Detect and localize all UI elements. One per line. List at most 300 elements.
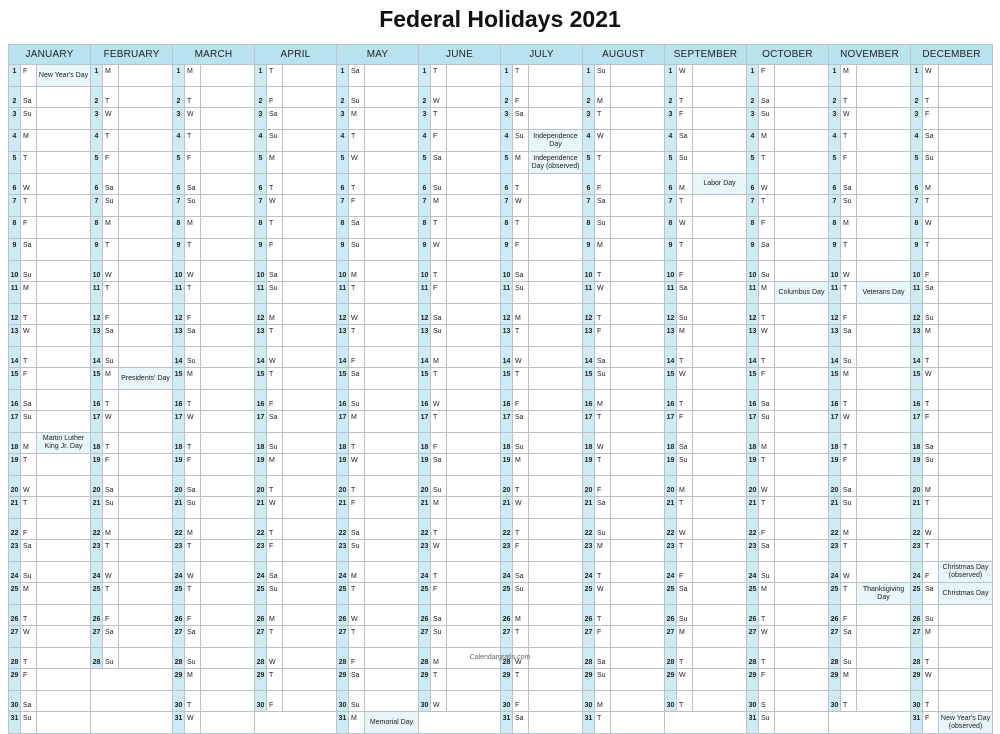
january-weekday: W <box>21 325 37 347</box>
february-note-cell <box>119 325 173 347</box>
may-day-number: 31 <box>337 712 349 734</box>
february-day-number: 24 <box>91 562 103 583</box>
may-note-cell <box>365 562 419 583</box>
december-weekday: T <box>923 195 939 217</box>
june-note-cell <box>447 174 501 195</box>
november-weekday: F <box>841 454 857 476</box>
august-note-cell <box>611 712 665 734</box>
december-weekday: W <box>923 368 939 390</box>
april-note-cell <box>283 347 337 368</box>
january-note-cell <box>37 174 91 195</box>
january-weekday: T <box>21 648 37 669</box>
february-note-cell <box>119 239 173 261</box>
june-note-cell <box>447 605 501 626</box>
july-note-cell <box>529 108 583 130</box>
june-note-cell <box>447 65 501 87</box>
july-note-cell <box>529 540 583 562</box>
november-note-cell <box>857 411 911 433</box>
april-weekday: T <box>267 325 283 347</box>
july-weekday: Sa <box>513 712 529 734</box>
march-note-cell <box>201 497 255 519</box>
calendar-row-day-16 <box>9 390 993 411</box>
june-day-number: 10 <box>419 261 431 282</box>
december-day-number: 1 <box>911 65 923 87</box>
february-weekday: W <box>103 562 119 583</box>
february-note-cell <box>119 152 173 174</box>
february-note-cell <box>119 390 173 411</box>
calendar-row-day-2 <box>9 87 993 108</box>
october-note-cell <box>775 390 829 411</box>
may-day-number: 4 <box>337 130 349 152</box>
december-weekday: F <box>923 411 939 433</box>
december-note-cell <box>939 195 993 217</box>
december-note-cell <box>939 304 993 325</box>
october-note-cell <box>775 583 829 605</box>
october-day-number: 30 <box>747 691 759 712</box>
january-weekday: M <box>21 433 37 454</box>
july-note-cell <box>529 174 583 195</box>
september-day-number: 22 <box>665 519 677 540</box>
june-weekday: W <box>431 390 447 411</box>
march-note-cell <box>201 65 255 87</box>
march-weekday: T <box>185 433 201 454</box>
august-note-cell <box>611 390 665 411</box>
march-weekday: Sa <box>185 174 201 195</box>
july-note-cell <box>529 217 583 239</box>
october-weekday: T <box>759 454 775 476</box>
april-day-number: 13 <box>255 325 267 347</box>
march-day-number: 1 <box>173 65 185 87</box>
calendar-row-day-19 <box>9 454 993 476</box>
august-day-number: 27 <box>583 626 595 648</box>
march-note-cell <box>201 626 255 648</box>
march-day-number: 15 <box>173 368 185 390</box>
july-note-cell <box>529 583 583 605</box>
calendar-row-day-25 <box>9 583 993 605</box>
august-weekday: Sa <box>595 497 611 519</box>
october-day-number: 13 <box>747 325 759 347</box>
december-day-number: 5 <box>911 152 923 174</box>
september-day-number: 12 <box>665 304 677 325</box>
august-day-number: 3 <box>583 108 595 130</box>
august-note-cell <box>611 626 665 648</box>
february-weekday: T <box>103 282 119 304</box>
august-weekday: W <box>595 583 611 605</box>
april-weekday: W <box>267 347 283 368</box>
october-day-number: 3 <box>747 108 759 130</box>
june-note-cell <box>447 519 501 540</box>
august-day-number: 12 <box>583 304 595 325</box>
january-weekday: F <box>21 217 37 239</box>
december-note-cell <box>939 261 993 282</box>
august-day-number: 15 <box>583 368 595 390</box>
december-weekday: F <box>923 562 939 583</box>
february-weekday: Sa <box>103 174 119 195</box>
april-weekday: T <box>267 669 283 691</box>
october-note-cell <box>775 152 829 174</box>
august-note-cell <box>611 583 665 605</box>
july-weekday: T <box>513 626 529 648</box>
march-note-cell <box>201 87 255 108</box>
may-day-number: 24 <box>337 562 349 583</box>
march-day-number: 9 <box>173 239 185 261</box>
august-weekday: M <box>595 87 611 108</box>
october-holiday-note: Columbus Day <box>775 282 829 304</box>
january-day-number: 25 <box>9 583 21 605</box>
october-note-cell <box>775 325 829 347</box>
october-weekday: F <box>759 217 775 239</box>
november-note-cell <box>857 347 911 368</box>
may-weekday: T <box>349 476 365 497</box>
july-day-number: 2 <box>501 87 513 108</box>
november-weekday: M <box>841 65 857 87</box>
september-note-cell <box>693 540 747 562</box>
september-weekday: T <box>677 347 693 368</box>
april-empty-cell <box>255 712 337 734</box>
february-day-number: 17 <box>91 411 103 433</box>
march-weekday: W <box>185 108 201 130</box>
october-day-number: 2 <box>747 87 759 108</box>
march-note-cell <box>201 433 255 454</box>
october-day-number: 15 <box>747 368 759 390</box>
april-day-number: 29 <box>255 669 267 691</box>
january-weekday: T <box>21 195 37 217</box>
december-day-number: 15 <box>911 368 923 390</box>
december-note-cell <box>939 669 993 691</box>
july-weekday: W <box>513 347 529 368</box>
september-day-number: 23 <box>665 540 677 562</box>
calendar-row-day-29 <box>9 669 993 691</box>
july-weekday: F <box>513 540 529 562</box>
october-day-number: 17 <box>747 411 759 433</box>
month-header-june: JUNE <box>419 45 501 65</box>
july-note-cell <box>529 605 583 626</box>
august-day-number: 7 <box>583 195 595 217</box>
september-note-cell <box>693 669 747 691</box>
august-day-number: 20 <box>583 476 595 497</box>
march-day-number: 30 <box>173 691 185 712</box>
september-day-number: 13 <box>665 325 677 347</box>
october-note-cell <box>775 454 829 476</box>
february-note-cell <box>119 347 173 368</box>
august-note-cell <box>611 130 665 152</box>
august-weekday: Sa <box>595 648 611 669</box>
may-weekday: F <box>349 497 365 519</box>
august-weekday: F <box>595 325 611 347</box>
february-note-cell <box>119 626 173 648</box>
june-day-number: 16 <box>419 390 431 411</box>
april-day-number: 8 <box>255 217 267 239</box>
april-weekday: Sa <box>267 562 283 583</box>
september-weekday: M <box>677 174 693 195</box>
june-day-number: 26 <box>419 605 431 626</box>
august-weekday: T <box>595 108 611 130</box>
august-day-number: 5 <box>583 152 595 174</box>
july-weekday: T <box>513 325 529 347</box>
october-weekday: Su <box>759 261 775 282</box>
february-day-number: 21 <box>91 497 103 519</box>
july-weekday: W <box>513 195 529 217</box>
june-day-number: 25 <box>419 583 431 605</box>
february-day-number: 11 <box>91 282 103 304</box>
holiday-calendar <box>8 44 993 734</box>
november-note-cell <box>857 239 911 261</box>
august-note-cell <box>611 669 665 691</box>
march-note-cell <box>201 390 255 411</box>
september-day-number: 24 <box>665 562 677 583</box>
january-note-cell <box>37 476 91 497</box>
may-note-cell <box>365 368 419 390</box>
june-day-number: 1 <box>419 65 431 87</box>
march-note-cell <box>201 174 255 195</box>
august-note-cell <box>611 411 665 433</box>
march-day-number: 8 <box>173 217 185 239</box>
july-note-cell <box>529 195 583 217</box>
september-weekday: Sa <box>677 433 693 454</box>
february-day-number: 22 <box>91 519 103 540</box>
november-day-number: 25 <box>829 583 841 605</box>
january-note-cell <box>37 497 91 519</box>
may-day-number: 20 <box>337 476 349 497</box>
january-note-cell <box>37 368 91 390</box>
march-day-number: 28 <box>173 648 185 669</box>
may-note-cell <box>365 130 419 152</box>
september-note-cell <box>693 476 747 497</box>
september-day-number: 14 <box>665 347 677 368</box>
july-day-number: 22 <box>501 519 513 540</box>
june-weekday: Sa <box>431 605 447 626</box>
july-day-number: 18 <box>501 433 513 454</box>
january-day-number: 12 <box>9 304 21 325</box>
june-note-cell <box>447 691 501 712</box>
september-weekday: W <box>677 669 693 691</box>
march-day-number: 13 <box>173 325 185 347</box>
april-weekday: W <box>267 497 283 519</box>
november-weekday: Su <box>841 347 857 368</box>
july-weekday: M <box>513 304 529 325</box>
may-weekday: T <box>349 174 365 195</box>
july-note-cell <box>529 239 583 261</box>
november-weekday: T <box>841 433 857 454</box>
february-note-cell <box>119 195 173 217</box>
february-weekday: M <box>103 519 119 540</box>
january-note-cell <box>37 347 91 368</box>
july-note-cell <box>529 562 583 583</box>
december-day-number: 31 <box>911 712 923 734</box>
may-day-number: 6 <box>337 174 349 195</box>
calendar-row-day-15 <box>9 368 993 390</box>
october-day-number: 6 <box>747 174 759 195</box>
june-weekday: W <box>431 691 447 712</box>
july-day-number: 21 <box>501 497 513 519</box>
january-day-number: 27 <box>9 626 21 648</box>
march-day-number: 7 <box>173 195 185 217</box>
may-day-number: 5 <box>337 152 349 174</box>
november-day-number: 1 <box>829 65 841 87</box>
april-note-cell <box>283 130 337 152</box>
march-weekday: Sa <box>185 325 201 347</box>
october-note-cell <box>775 87 829 108</box>
april-weekday: M <box>267 605 283 626</box>
august-day-number: 31 <box>583 712 595 734</box>
july-day-number: 15 <box>501 368 513 390</box>
january-weekday: M <box>21 130 37 152</box>
april-day-number: 15 <box>255 368 267 390</box>
december-day-number: 19 <box>911 454 923 476</box>
march-note-cell <box>201 261 255 282</box>
september-weekday: T <box>677 87 693 108</box>
april-note-cell <box>283 540 337 562</box>
april-day-number: 30 <box>255 691 267 712</box>
august-note-cell <box>611 261 665 282</box>
february-day-number: 16 <box>91 390 103 411</box>
november-day-number: 20 <box>829 476 841 497</box>
march-note-cell <box>201 712 255 734</box>
december-day-number: 27 <box>911 626 923 648</box>
june-weekday: T <box>431 562 447 583</box>
august-day-number: 9 <box>583 239 595 261</box>
april-weekday: F <box>267 239 283 261</box>
october-weekday: F <box>759 669 775 691</box>
september-note-cell <box>693 65 747 87</box>
july-note-cell <box>529 669 583 691</box>
august-weekday: W <box>595 282 611 304</box>
may-weekday: F <box>349 347 365 368</box>
october-note-cell <box>775 130 829 152</box>
october-note-cell <box>775 605 829 626</box>
august-note-cell <box>611 691 665 712</box>
page-title: Federal Holidays 2021 <box>379 6 621 32</box>
november-weekday: Sa <box>841 626 857 648</box>
june-weekday: T <box>431 108 447 130</box>
july-note-cell <box>529 712 583 734</box>
december-weekday: T <box>923 239 939 261</box>
march-note-cell <box>201 605 255 626</box>
september-day-number: 27 <box>665 626 677 648</box>
august-day-number: 22 <box>583 519 595 540</box>
december-day-number: 2 <box>911 87 923 108</box>
december-weekday: T <box>923 347 939 368</box>
december-weekday: M <box>923 325 939 347</box>
july-weekday: Sa <box>513 108 529 130</box>
september-weekday: Su <box>677 152 693 174</box>
february-weekday: T <box>103 540 119 562</box>
september-weekday: M <box>677 626 693 648</box>
may-note-cell <box>365 217 419 239</box>
august-day-number: 16 <box>583 390 595 411</box>
august-day-number: 14 <box>583 347 595 368</box>
april-note-cell <box>283 669 337 691</box>
january-day-number: 10 <box>9 261 21 282</box>
november-day-number: 28 <box>829 648 841 669</box>
october-day-number: 1 <box>747 65 759 87</box>
april-note-cell <box>283 108 337 130</box>
july-day-number: 6 <box>501 174 513 195</box>
may-weekday: W <box>349 152 365 174</box>
september-note-cell <box>693 87 747 108</box>
december-note-cell <box>939 239 993 261</box>
april-weekday: Su <box>267 282 283 304</box>
april-weekday: W <box>267 195 283 217</box>
june-note-cell <box>447 217 501 239</box>
june-note-cell <box>447 626 501 648</box>
december-day-number: 16 <box>911 390 923 411</box>
march-day-number: 21 <box>173 497 185 519</box>
january-weekday: F <box>21 65 37 87</box>
may-weekday: W <box>349 454 365 476</box>
december-day-number: 3 <box>911 108 923 130</box>
september-note-cell <box>693 108 747 130</box>
july-note-cell <box>529 325 583 347</box>
february-note-cell <box>119 583 173 605</box>
november-day-number: 24 <box>829 562 841 583</box>
july-weekday: T <box>513 174 529 195</box>
november-day-number: 12 <box>829 304 841 325</box>
july-weekday: Su <box>513 282 529 304</box>
january-weekday: F <box>21 669 37 691</box>
july-day-number: 13 <box>501 325 513 347</box>
calendar-row-day-27 <box>9 626 993 648</box>
september-weekday: F <box>677 562 693 583</box>
august-weekday: F <box>595 476 611 497</box>
june-day-number: 5 <box>419 152 431 174</box>
september-note-cell <box>693 519 747 540</box>
october-day-number: 26 <box>747 605 759 626</box>
february-weekday: M <box>103 368 119 390</box>
september-weekday: T <box>677 540 693 562</box>
january-day-number: 7 <box>9 195 21 217</box>
july-weekday: M <box>513 605 529 626</box>
september-weekday: W <box>677 65 693 87</box>
september-note-cell <box>693 583 747 605</box>
february-day-number: 6 <box>91 174 103 195</box>
october-day-number: 25 <box>747 583 759 605</box>
february-note-cell <box>119 108 173 130</box>
june-note-cell <box>447 108 501 130</box>
march-weekday: Sa <box>185 626 201 648</box>
january-day-number: 11 <box>9 282 21 304</box>
july-weekday: Su <box>513 130 529 152</box>
november-day-number: 10 <box>829 261 841 282</box>
june-day-number: 28 <box>419 648 431 669</box>
july-weekday: T <box>513 476 529 497</box>
july-weekday: Sa <box>513 411 529 433</box>
january-weekday: F <box>21 519 37 540</box>
november-note-cell <box>857 626 911 648</box>
may-day-number: 19 <box>337 454 349 476</box>
march-note-cell <box>201 562 255 583</box>
march-weekday: F <box>185 605 201 626</box>
may-note-cell <box>365 519 419 540</box>
october-note-cell <box>775 368 829 390</box>
june-day-number: 11 <box>419 282 431 304</box>
august-note-cell <box>611 433 665 454</box>
november-day-number: 6 <box>829 174 841 195</box>
july-note-cell <box>529 261 583 282</box>
march-day-number: 10 <box>173 261 185 282</box>
june-weekday: W <box>431 87 447 108</box>
may-weekday: T <box>349 130 365 152</box>
may-note-cell <box>365 669 419 691</box>
january-weekday: W <box>21 626 37 648</box>
april-weekday: Sa <box>267 411 283 433</box>
june-day-number: 22 <box>419 519 431 540</box>
december-weekday: W <box>923 217 939 239</box>
january-weekday: Su <box>21 562 37 583</box>
may-note-cell <box>365 390 419 411</box>
october-weekday: W <box>759 325 775 347</box>
march-weekday: F <box>185 454 201 476</box>
